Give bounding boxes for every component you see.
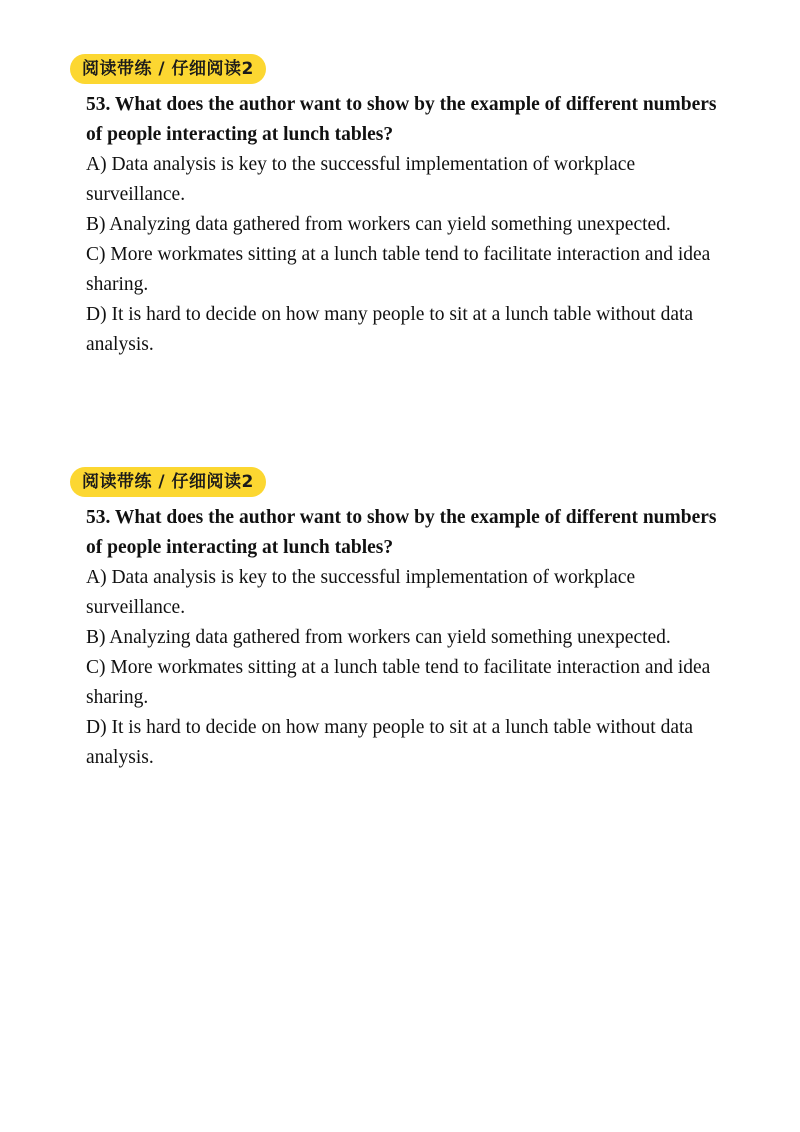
option-a: A) Data analysis is key to the successful implementation of workplace surveillance. xyxy=(86,154,636,205)
question-text: 53. What does the author want to show by the example of different numbers of people interacting at lunch tables? xyxy=(86,507,717,558)
option-b: B) Analyzing data gathered from workers can yield something unexpected. xyxy=(86,627,671,648)
section-tag: 阅读带练 / 仔细阅读2 xyxy=(70,54,266,84)
option-d: D) It is hard to decide on how many people to sit at a lunch table without data analysis. xyxy=(86,304,694,355)
question-content xyxy=(70,90,730,360)
option-b: B) Analyzing data gathered from workers can yield something unexpected. xyxy=(86,214,671,235)
question-content xyxy=(70,503,730,773)
option-a: A) Data analysis is key to the successful implementation of workplace surveillance. xyxy=(86,567,636,618)
section-tag: 阅读带练 / 仔细阅读2 xyxy=(70,467,266,497)
option-c: C) More workmates sitting at a lunch table tend to facilitate interaction and idea sharing. xyxy=(86,244,711,295)
question-text: 53. What does the author want to show by the example of different numbers of people interacting at lunch tables? xyxy=(86,94,717,145)
question-block-duplicate xyxy=(70,467,730,773)
question-block xyxy=(70,54,730,360)
option-d: D) It is hard to decide on how many people to sit at a lunch table without data analysis. xyxy=(86,717,694,768)
option-c: C) More workmates sitting at a lunch table tend to facilitate interaction and idea sharing. xyxy=(86,657,711,708)
